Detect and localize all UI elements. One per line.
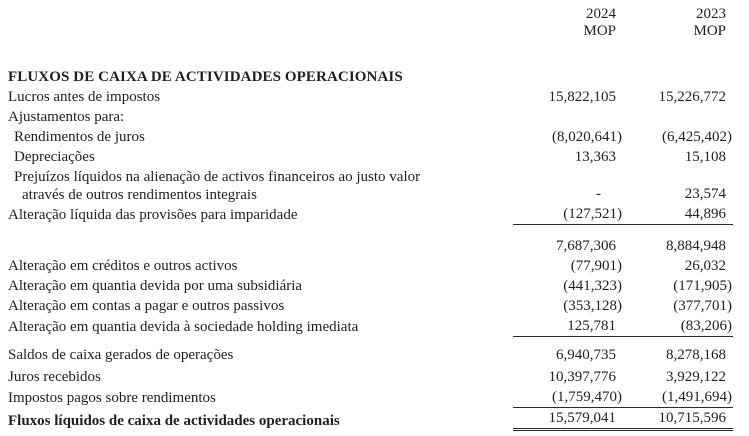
value-2023: (171,905): [673, 278, 732, 294]
value-2024: 13,363: [574, 149, 616, 165]
value-2023: 23,574: [684, 186, 726, 202]
value-2024: 10,397,776: [548, 369, 616, 385]
row-label: Rendimentos de juros: [14, 129, 145, 145]
row-label: [8, 168, 513, 204]
value-2024: 7,687,306: [556, 238, 616, 254]
row-label-line1: Prejuízos líquidos na alienação de activos financeiros ao justo valor: [14, 169, 421, 185]
row-alteracao-provisoes-imparidade: [8, 205, 733, 225]
value-2023: 26,032: [684, 258, 726, 274]
column-header-years: [8, 6, 733, 23]
value-2024: (1,759,470): [513, 388, 623, 408]
row-label: Impostos pagos sobre rendimentos: [8, 390, 216, 406]
column-unit-2023: MOP: [693, 23, 726, 39]
row-label: Alteração em créditos e outros activos: [8, 258, 238, 274]
column-header-currency: [8, 23, 733, 40]
row-subtotal-ajustamentos: [8, 237, 733, 256]
row-alteracao-creditos-activos: [8, 257, 733, 276]
row-label: Juros recebidos: [8, 369, 101, 385]
column-year-2023: 2023: [696, 6, 726, 22]
value-2024: (8,020,641): [552, 129, 622, 145]
value-2024: (127,521): [513, 205, 623, 225]
row-saldos-caixa-operacoes: [8, 346, 733, 365]
section-title-row: [8, 68, 733, 87]
row-alteracao-quantia-subsidiaria: [8, 277, 733, 296]
value-2023: 15,108: [684, 149, 726, 165]
row-label: Alteração em quantia devida por uma subsidiária: [8, 278, 303, 294]
row-alteracao-holding-imediata: [8, 317, 733, 337]
section-title: FLUXOS DE CAIXA DE ACTIVIDADES OPERACIONAIS: [8, 69, 403, 85]
row-label: Fluxos líquidos de caixa de actividades operacionais: [8, 413, 340, 429]
value-2023: (377,701): [673, 298, 732, 314]
row-depreciacoes: [8, 148, 733, 167]
value-2024: 125,781: [513, 317, 623, 337]
value-2024: 6,940,735: [556, 347, 616, 363]
value-2023: 8,278,168: [666, 347, 726, 363]
value-2024: -: [596, 186, 601, 202]
row-alteracao-contas-pagar: [8, 297, 733, 316]
value-2023: 44,896: [623, 205, 733, 225]
row-label: Saldos de caixa gerados de operações: [8, 347, 234, 363]
value-2024: (441,323): [563, 278, 622, 294]
value-2023: 3,929,122: [666, 369, 726, 385]
row-impostos-pagos: [8, 388, 733, 408]
value-2023: (83,206): [623, 317, 733, 337]
row-total-fluxos-liquidos: [8, 409, 733, 431]
row-label: Depreciações: [14, 149, 95, 165]
row-label-line2: através de outros rendimentos integrais: [22, 187, 257, 203]
row-prejuizos-liquidos: [8, 168, 733, 204]
row-juros-recebidos: [8, 368, 733, 387]
value-2024: 15,822,105: [548, 89, 616, 105]
row-label: Alteração líquida das provisões para imparidade: [8, 207, 298, 223]
value-2024: (77,901): [570, 258, 622, 274]
column-year-2024: 2024: [586, 6, 616, 22]
value-2023: (6,425,402): [662, 129, 732, 145]
row-label: Alteração em contas a pagar e outros passivos: [8, 298, 285, 314]
row-label: Lucros antes de impostos: [8, 89, 161, 105]
value-2023: 8,884,948: [666, 238, 726, 254]
row-label: Ajustamentos para:: [8, 109, 125, 125]
value-2023: 10,715,596: [623, 409, 733, 431]
value-2024: 15,579,041: [513, 409, 623, 431]
value-2024: (353,128): [563, 298, 622, 314]
row-ajustamentos-para: [8, 108, 733, 127]
row-lucros-antes-impostos: [8, 88, 733, 107]
value-2023: 15,226,772: [658, 89, 726, 105]
row-label: Alteração em quantia devida à sociedade holding imediata: [8, 319, 359, 335]
row-rendimentos-juros: [8, 128, 733, 147]
value-2023: (1,491,694): [623, 388, 733, 408]
column-unit-2024: MOP: [583, 23, 616, 39]
